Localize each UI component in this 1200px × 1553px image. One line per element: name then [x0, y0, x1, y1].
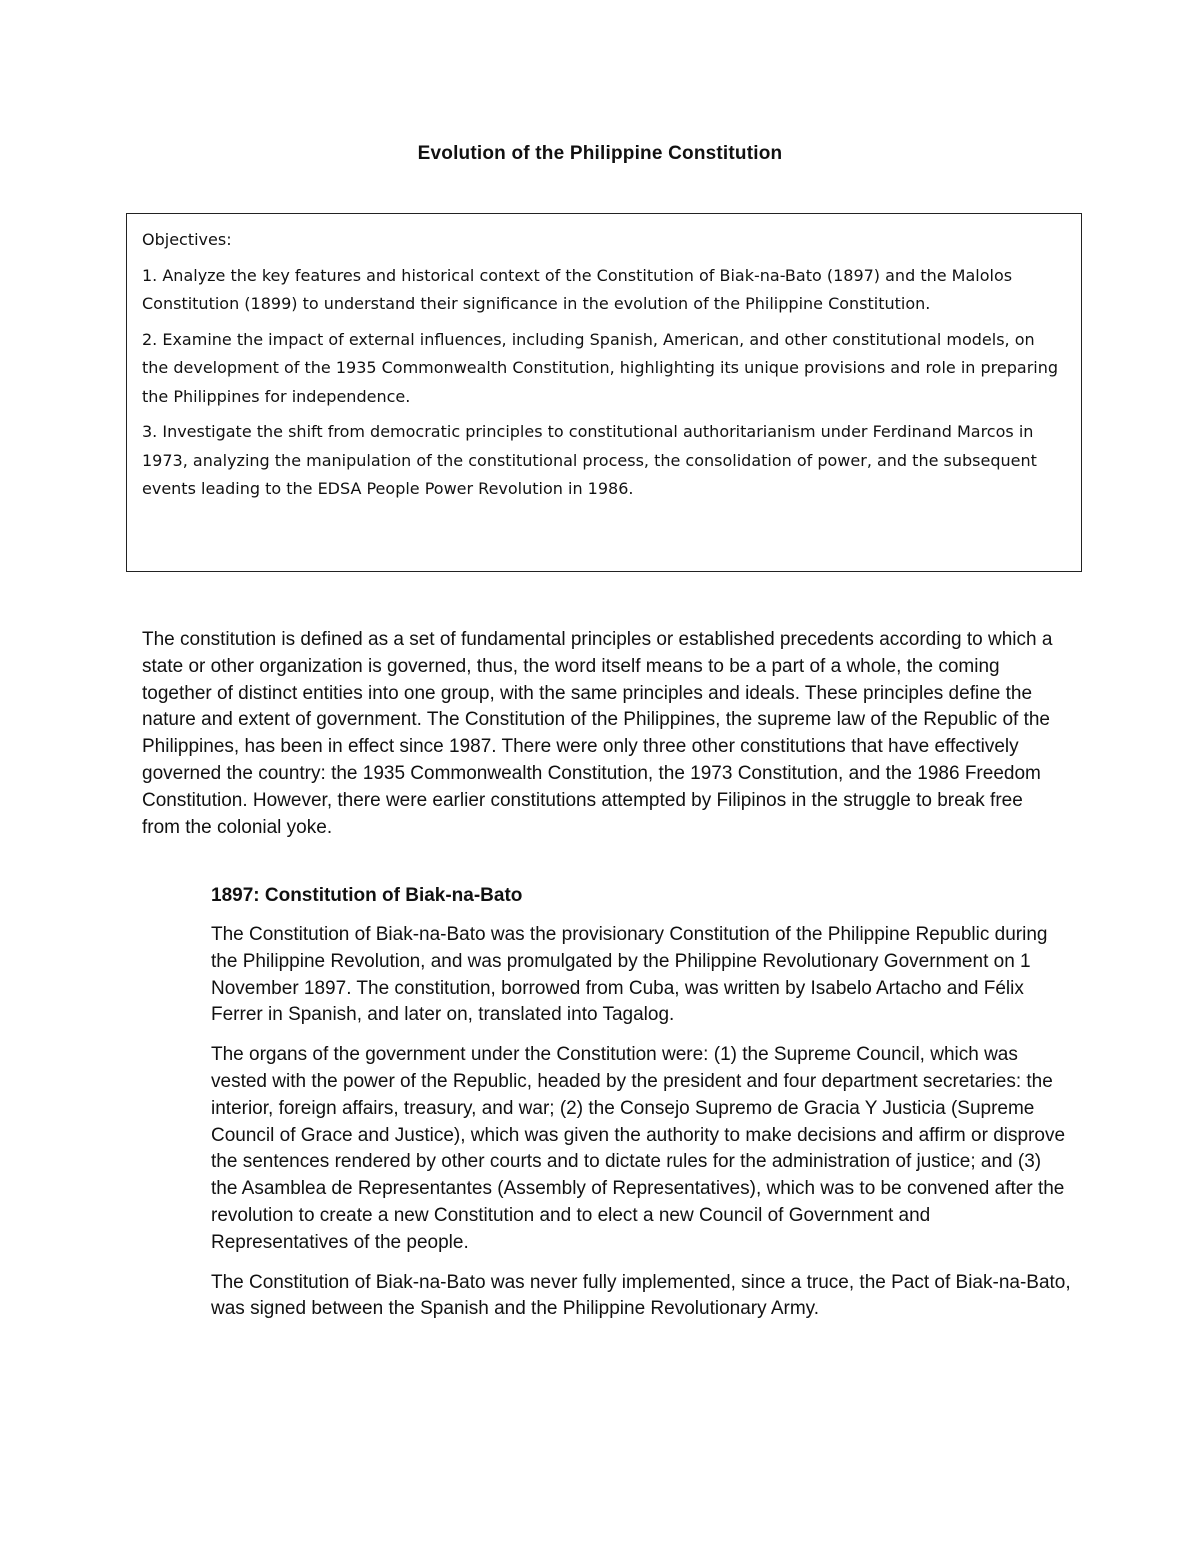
objectives-heading: Objectives: [142, 230, 232, 249]
objective-item-2: 2. Examine the impact of external influences, including Spanish, American, and other constitutional models, on the development of the 1935 Commonwealth Constitution, highlighting its unique provisions and role in preparing the Philippines for independence. [142, 329, 1059, 406]
section-biak-na-bato [211, 883, 1071, 1336]
intro-paragraph: The constitution is defined as a set of fundamental principles or established precedents according to which a state or other organization is governed, thus, the word itself means to be a part of a whole, the coming together of distinct entities into one group, with the same principles and ideals. These principles define the nature and extent of government. The Constitution of the Philippines, the supreme law of the Republic of the Philippines, has been in effect since 1987. There were only three other constitutions that have effectively governed the country: the 1935 Commonwealth Constitution, the 1973 Constitution, and the 1986 Freedom Constitution. However, there were earlier constitutions attempted by Filipinos in the struggle to break free from the colonial yoke. [142, 629, 1053, 838]
objectives-box [126, 213, 1082, 572]
section-heading: 1897: Constitution of Biak-na-Bato [211, 885, 523, 906]
section-paragraph-1: The Constitution of Biak-na-Bato was the provisionary Constitution of the Philippine Republic during the Philippine Revolution, and was promulgated by the Philippine Revolutionary Government on 1 November 1897. The constitution, borrowed from Cuba, was written by Isabelo Artacho and Félix Ferrer in Spanish, and later on, translated into Tagalog. [211, 924, 1048, 1026]
objective-item-1: 1. Analyze the key features and historical context of the Constitution of Biak-na-Bato (1897) and the Malolos Constitution (1899) to understand their significance in the evolution of the Philippine Constitution. [142, 265, 1013, 313]
objective-item-3: 3. Investigate the shift from democratic principles to constitutional authoritarianism under Ferdinand Marcos in 1973, analyzing the manipulation of the constitutional process, the consolidation of power, and the subsequent events leading to the EDSA People Power Revolution in 1986. [142, 422, 1037, 498]
document-title: Evolution of the Philippine Constitution [417, 143, 783, 164]
section-paragraph-2: The organs of the government under the Constitution were: (1) the Supreme Council, which was vested with the power of the Republic, headed by the president and four department secretaries: the interior, foreign affairs, treasury, and war; (2) the Consejo Supremo de Gracia Y Justicia (Supreme Council of Grace and Justice), which was given the authority to make decisions and affirm or disprove the sentences rendered by other courts and to dictate rules for the administration of justice; and (3) the Asamblea de Representantes (Assembly of Representatives), which was to be convened after the revolution to create a new Constitution and to elect a new Council of Government and Representatives of the people. [211, 1044, 1066, 1253]
section-paragraph-3: The Constitution of Biak-na-Bato was never fully implemented, since a truce, the Pact of Biak-na-Bato, was signed between the Spanish and the Philippine Revolutionary Army. [211, 1271, 1071, 1320]
